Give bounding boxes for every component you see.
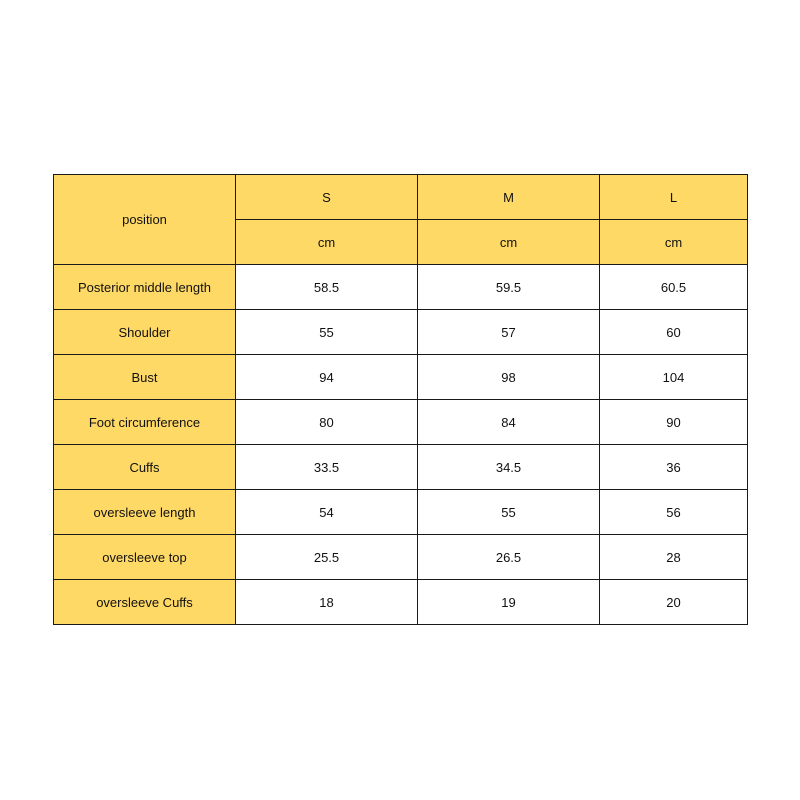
row-label: oversleeve top (54, 535, 236, 580)
cell-value-s: 55 (236, 310, 418, 355)
cell-value-m: 26.5 (418, 535, 600, 580)
row-label: Bust (54, 355, 236, 400)
cell-value-m: 98 (418, 355, 600, 400)
size-chart-table (53, 174, 748, 625)
cell-value-s: 54 (236, 490, 418, 535)
header-row-sizes (54, 175, 748, 220)
table-row (54, 490, 748, 535)
cell-value-m: 34.5 (418, 445, 600, 490)
size-header-m: M (418, 175, 600, 220)
unit-header-l: cm (600, 220, 748, 265)
position-header: position (54, 175, 236, 265)
row-label: Shoulder (54, 310, 236, 355)
table-row (54, 400, 748, 445)
table-row (54, 310, 748, 355)
cell-value-l: 60.5 (600, 265, 748, 310)
size-header-s: S (236, 175, 418, 220)
cell-value-s: 33.5 (236, 445, 418, 490)
cell-value-l: 20 (600, 580, 748, 625)
cell-value-l: 36 (600, 445, 748, 490)
cell-value-m: 19 (418, 580, 600, 625)
cell-value-l: 90 (600, 400, 748, 445)
cell-value-m: 84 (418, 400, 600, 445)
cell-value-s: 18 (236, 580, 418, 625)
cell-value-m: 59.5 (418, 265, 600, 310)
unit-header-m: cm (418, 220, 600, 265)
cell-value-s: 80 (236, 400, 418, 445)
row-label: Cuffs (54, 445, 236, 490)
table-row (54, 535, 748, 580)
cell-value-s: 94 (236, 355, 418, 400)
cell-value-l: 60 (600, 310, 748, 355)
cell-value-m: 57 (418, 310, 600, 355)
table-row (54, 265, 748, 310)
row-label: Posterior middle length (54, 265, 236, 310)
row-label: oversleeve Cuffs (54, 580, 236, 625)
row-label: oversleeve length (54, 490, 236, 535)
size-header-l: L (600, 175, 748, 220)
table-row (54, 355, 748, 400)
cell-value-l: 28 (600, 535, 748, 580)
cell-value-l: 56 (600, 490, 748, 535)
cell-value-s: 58.5 (236, 265, 418, 310)
cell-value-l: 104 (600, 355, 748, 400)
table-row (54, 445, 748, 490)
table-row (54, 580, 748, 625)
cell-value-m: 55 (418, 490, 600, 535)
cell-value-s: 25.5 (236, 535, 418, 580)
unit-header-s: cm (236, 220, 418, 265)
row-label: Foot circumference (54, 400, 236, 445)
